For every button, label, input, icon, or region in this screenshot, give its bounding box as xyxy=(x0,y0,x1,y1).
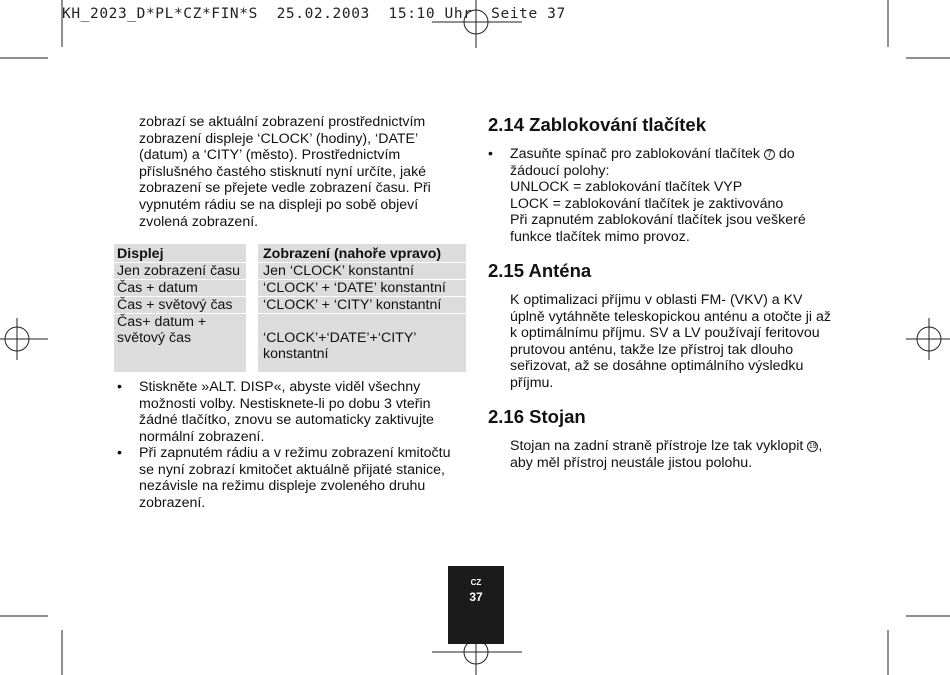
text-line xyxy=(510,438,822,455)
text-line: úplně vytáhněte teleskopickou anténu a otočte ji až xyxy=(510,308,832,325)
table-cell: Čas+ datum + xyxy=(117,314,207,330)
bullet-paragraph xyxy=(139,379,434,445)
text-line: vypnutém rádiu se na displeji po sobě objeví xyxy=(139,196,419,213)
table-cell: Čas + datum xyxy=(117,280,198,296)
text-line: žádoucí polohy: xyxy=(510,162,610,179)
text-fragment: Zasuňte spínač pro zablokování tlačítek xyxy=(510,146,760,162)
table-header: Displej xyxy=(117,246,164,262)
text-line: normální zobrazení. xyxy=(139,428,265,445)
table-cell: světový čas xyxy=(117,330,192,346)
text-fragment: , xyxy=(818,438,823,454)
text-line: Při zapnutém rádiu a v režimu zobrazení kmitočtu xyxy=(139,445,451,461)
bullet-paragraph xyxy=(139,445,450,511)
text-line: LOCK = zablokování tlačítek je zaktivováno xyxy=(510,195,784,212)
text-line: možnosti volby. Nestisknete-li po dobu 3 vteřin xyxy=(139,395,431,412)
section-paragraph xyxy=(510,292,831,392)
table-header: Zobrazení (nahoře vpravo) xyxy=(263,246,442,262)
text-line: zobrazí se aktuální zobrazení prostřednictvím xyxy=(139,114,426,130)
text-line: nezávisle na režimu displeje zvoleného druhu xyxy=(139,478,426,495)
table-cell: konstantní xyxy=(263,346,329,362)
text-line: zobrazení se přejete vedle zobrazení času. Při xyxy=(139,180,431,197)
text-line: prutovou anténu, takže lze přístroj tak dlouho xyxy=(510,341,794,358)
text-line: aby měl přístroj neustále jistou polohu. xyxy=(510,454,753,471)
language-code: CZ xyxy=(470,578,482,587)
text-line xyxy=(510,146,806,163)
text-line: (datum) a ‘CITY’ (město). Prostřednictvím xyxy=(139,147,401,164)
section-paragraph xyxy=(510,146,806,246)
display-table xyxy=(114,244,466,372)
text-line: zobrazení displeje ‘CLOCK’ (hodiny), ‘DATE’ xyxy=(139,130,419,147)
text-line: seřizovat, až se dosáhne optimálního výsledku xyxy=(510,358,804,375)
text-fragment: Stojan na zadní straně přístroje lze tak vyklopit xyxy=(510,438,804,454)
text-line: k optimálnímu příjmu. SV a LV používají feritovou xyxy=(510,325,820,342)
text-line: zvolená zobrazení. xyxy=(139,213,259,230)
text-line: příslušného častého stisknutí nyní určíte, jaké xyxy=(139,163,427,180)
intro-paragraph xyxy=(139,114,431,230)
text-line: funkce tlačítek mimo provoz. xyxy=(510,228,690,245)
text-line: K optimalizaci příjmu v oblasti FM- (VKV) a KV xyxy=(510,292,803,308)
table-cell: ‘CLOCK’+‘DATE’+‘CITY’ xyxy=(263,330,417,346)
bullet-icon: • xyxy=(117,379,122,395)
section-heading-2-14: 2.14 Zablokování tlačítek xyxy=(488,114,706,135)
section-paragraph xyxy=(510,438,822,471)
page-number-tab xyxy=(448,566,504,644)
text-line: Stiskněte »ALT. DISP«, abyste viděl všechny xyxy=(139,379,421,395)
text-line: zobrazení. xyxy=(139,494,206,511)
table-cell: Jen zobrazení času xyxy=(117,263,241,279)
table-cell: Čas + světový čas xyxy=(117,297,233,313)
text-fragment: do xyxy=(774,146,795,162)
bullet-icon: • xyxy=(488,146,493,162)
text-line: příjmu. xyxy=(510,374,554,391)
text-line: žádné tlačítko, znovu se automaticky zaktivujte xyxy=(139,412,434,429)
bullet-icon: • xyxy=(117,445,122,461)
text-line: Při zapnutém zablokování tlačítek jsou veškeré xyxy=(510,212,806,229)
print-header: KH_2023_D*PL*CZ*FIN*S 25.02.2003 15:10 Uhr Seite 37 xyxy=(62,6,566,22)
section-heading-2-15: 2.15 Anténa xyxy=(488,260,592,281)
reference-number-icon: 19 xyxy=(808,442,817,450)
text-line: UNLOCK = zablokování tlačítek VYP xyxy=(510,179,743,196)
page-number: 37 xyxy=(469,590,483,604)
section-heading-2-16: 2.16 Stojan xyxy=(488,406,586,427)
table-cell: Jen ‘CLOCK’ konstantní xyxy=(263,263,414,279)
text-line: se nyní zobrazí kmitočet aktuálně přijaté stanice, xyxy=(139,461,445,478)
table-cell: ‘CLOCK’ + ‘CITY’ konstantní xyxy=(263,297,442,313)
reference-number-icon: 7 xyxy=(764,149,775,160)
table-cell: ‘CLOCK’ + ‘DATE’ konstantní xyxy=(263,280,446,296)
